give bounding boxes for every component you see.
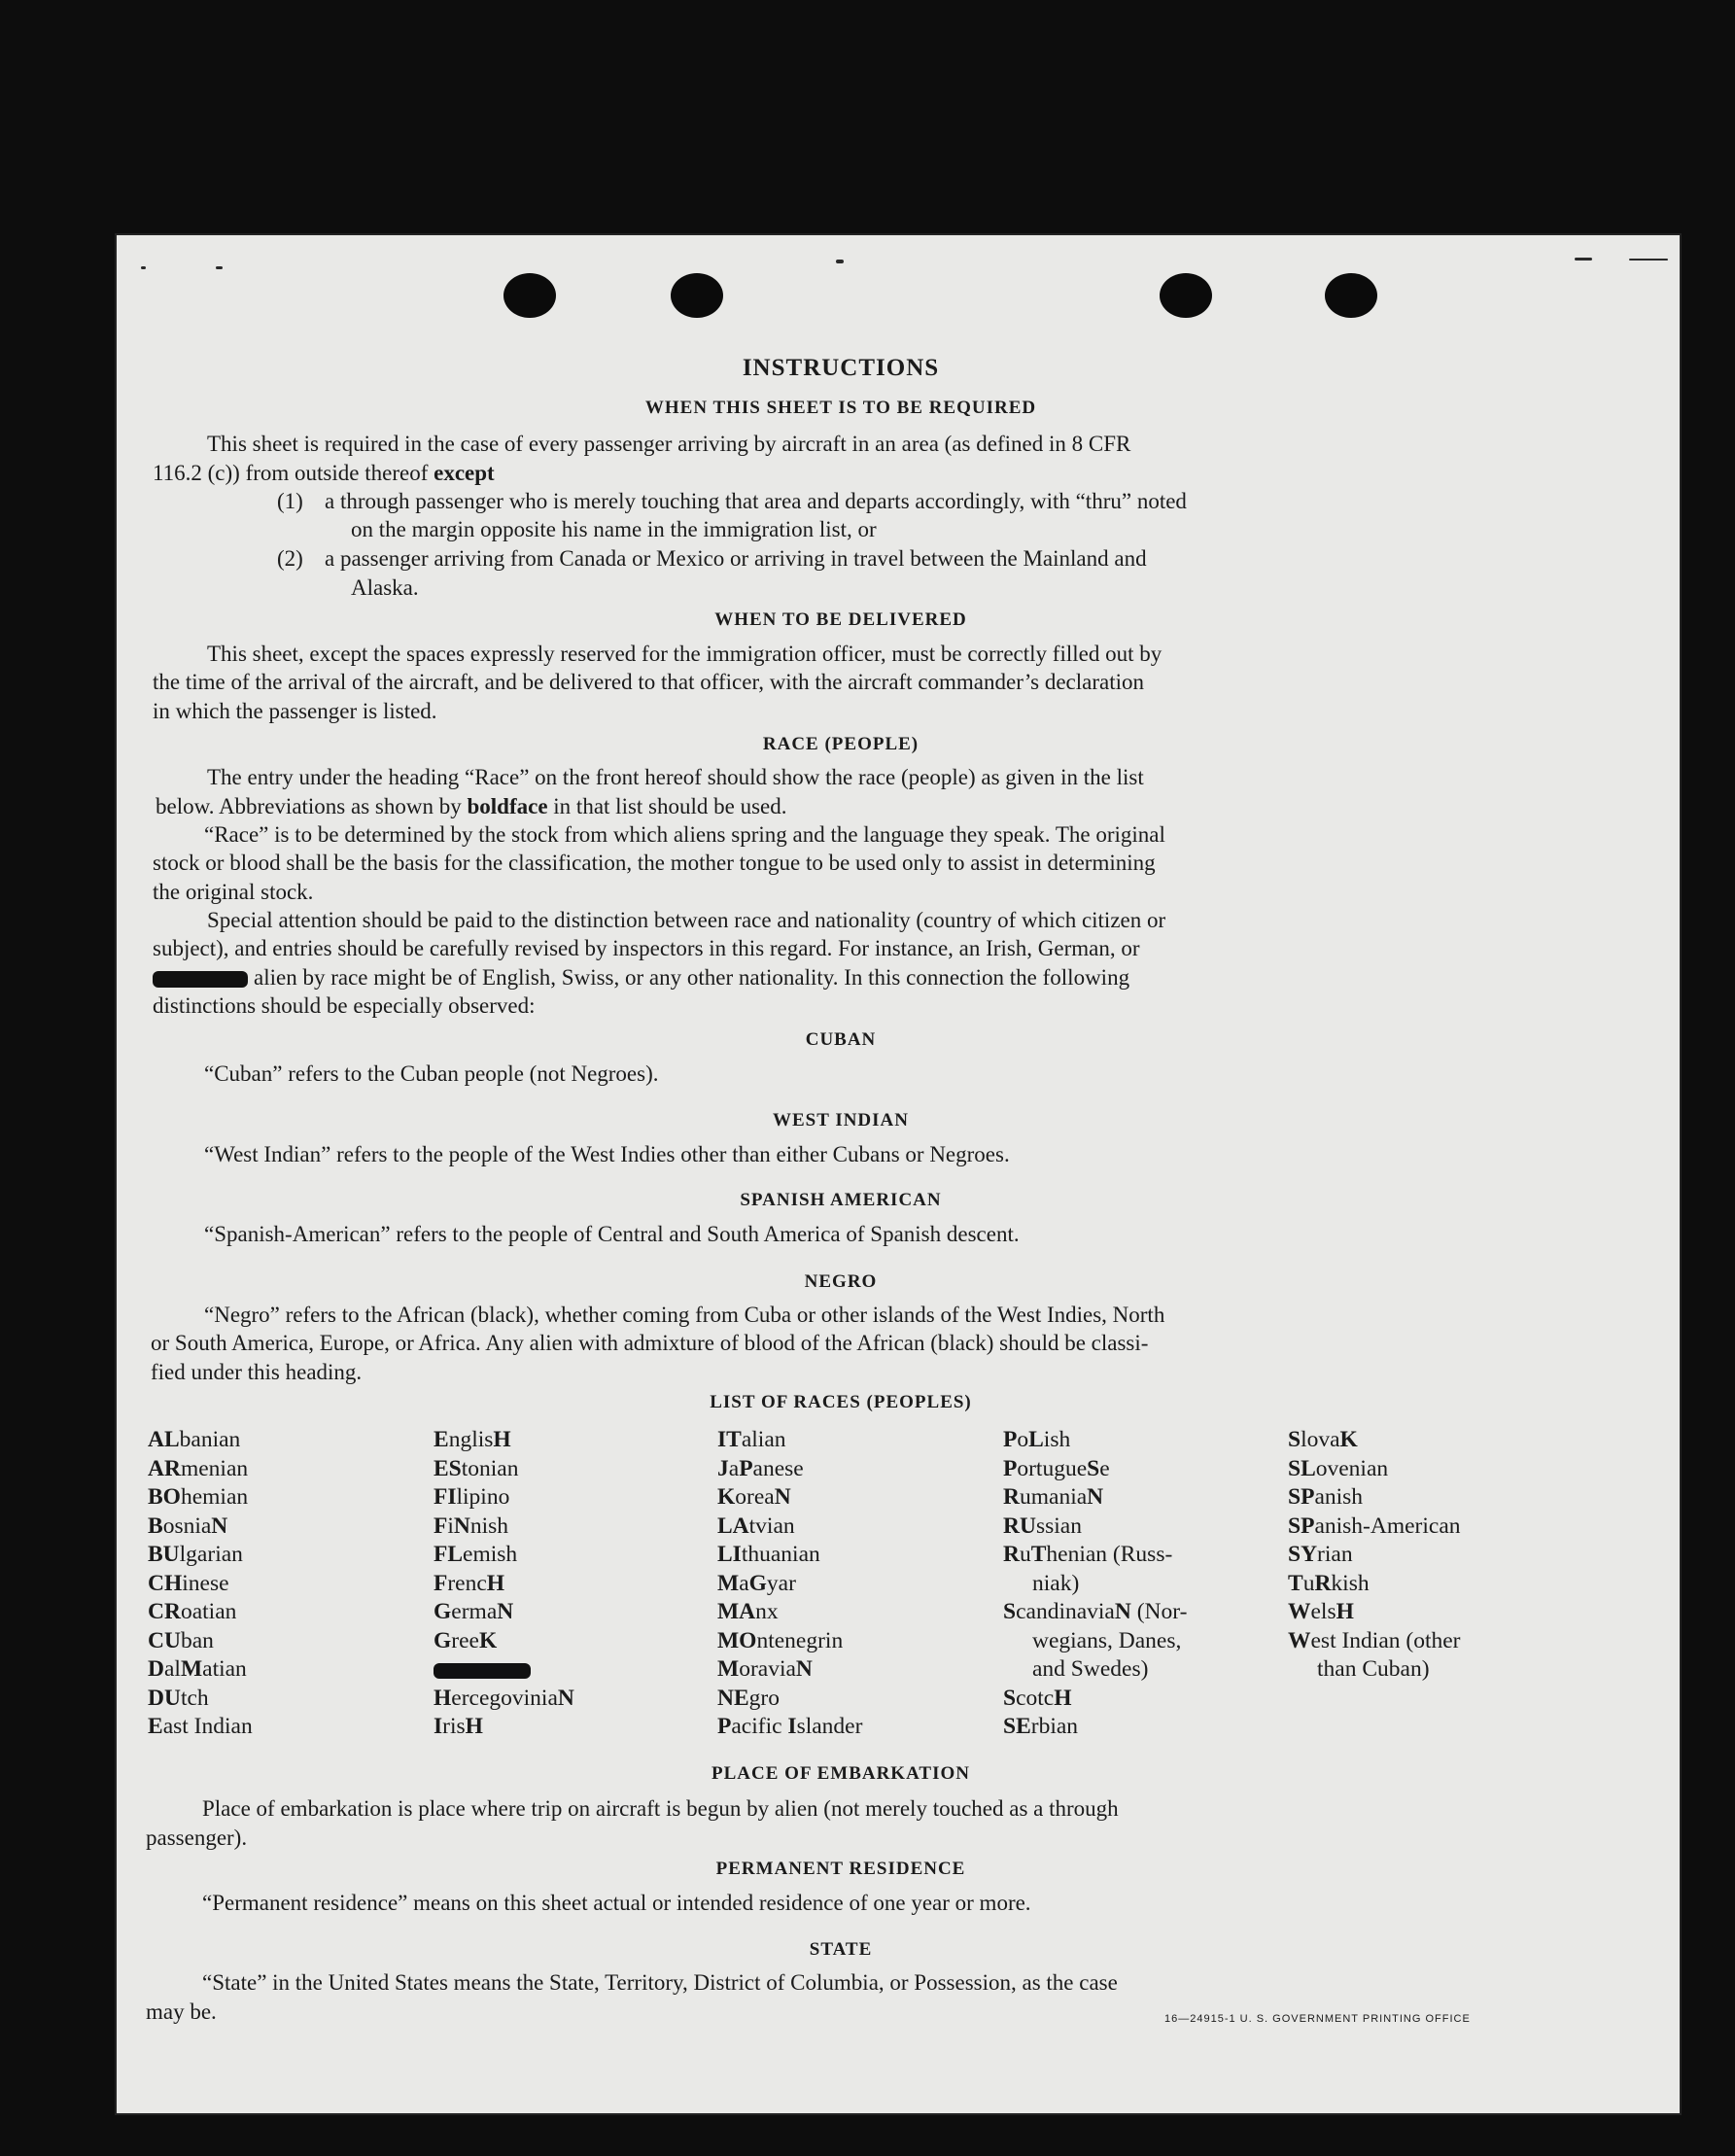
heading-negro: NEGRO (804, 1271, 878, 1292)
redaction-mark (153, 971, 248, 988)
delivered-line-3: in which the passenger is listed. (153, 699, 437, 723)
required-item-2-line-1: a passenger arriving from Canada or Mexico or arriving in travel between the Mainland and (325, 546, 1147, 571)
race-list-item: MOntenegrin (717, 1627, 844, 1653)
race-list-item: FiNnish (434, 1513, 509, 1539)
race-list-item: DalMatian (148, 1656, 247, 1682)
delivered-line-2: the time of the arrival of the aircraft, and be delivered to that officer, with the aircraft commander’s declaration (153, 670, 1144, 694)
punch-hole-1 (503, 273, 556, 318)
race-list-item: Pacific Islander (717, 1714, 863, 1739)
race-list-item: GermaN (434, 1599, 514, 1624)
negro-line-3: fied under this heading. (151, 1360, 363, 1384)
race-list-item: SPanish-American (1288, 1513, 1461, 1539)
scan-speck (1575, 258, 1592, 261)
race-column-5 (1288, 1426, 1461, 1685)
race-list-item: HercegoviniaN (434, 1685, 574, 1711)
race-column-4 (1003, 1426, 1187, 1742)
heading-embarkation: PLACE OF EMBARKATION (711, 1763, 970, 1784)
race-list-item: KoreaN (717, 1484, 791, 1510)
heading-residence: PERMANENT RESIDENCE (715, 1859, 966, 1879)
race-list-item: SErbian (1003, 1714, 1079, 1739)
scan-speck (1629, 259, 1668, 261)
race-list-item: TuRkish (1288, 1570, 1370, 1596)
race-p1-line-2: below. Abbreviations as shown by boldface in that list should be used. (156, 794, 787, 818)
redaction-mark (434, 1663, 531, 1679)
cuban-text: “Cuban” refers to the Cuban people (not Negroes). (204, 1061, 659, 1086)
race-p1-line-1: The entry under the heading “Race” on the front hereof should show the race (people) as given in the list (207, 765, 1144, 789)
heading-state: STATE (809, 1939, 873, 1960)
state-line-2: may be. (146, 2000, 217, 2024)
race-list-item: DUtch (148, 1685, 209, 1711)
race-column-1 (148, 1426, 253, 1742)
race-list-item: LAtvian (717, 1513, 795, 1539)
race-list-item: East Indian (148, 1714, 253, 1739)
heading-race: RACE (PEOPLE) (762, 734, 920, 754)
race-list-item: ScandinaviaN (Nor- (1003, 1599, 1188, 1624)
race-column-3 (717, 1426, 862, 1742)
race-list-item: BUlgarian (148, 1542, 243, 1567)
residence-text: “Permanent residence” means on this sheet actual or intended residence of one year or more. (202, 1891, 1031, 1915)
required-item-1-num: (1) (277, 489, 303, 513)
punch-hole-4 (1325, 273, 1377, 318)
required-line-2: 116.2 (c)) from outside thereof except (153, 461, 495, 485)
heading-spanish-american: SPANISH AMERICAN (740, 1190, 942, 1210)
negro-line-1: “Negro” refers to the African (black), whether coming from Cuba or other islands of the West Indies, North (204, 1303, 1165, 1327)
race-list-item: niak) (1032, 1570, 1080, 1596)
heading-cuban: CUBAN (805, 1029, 877, 1050)
race-list-item: IrisH (434, 1714, 483, 1739)
printing-office-code: 16—24915-1 U. S. GOVERNMENT PRINTING OFFICE (1164, 2013, 1471, 2025)
race-list-item: CHinese (148, 1570, 229, 1596)
race-list-item: SLovenian (1288, 1455, 1389, 1481)
punch-hole-3 (1160, 273, 1212, 318)
required-item-2-line-2: Alaska. (351, 575, 419, 600)
state-line-1: “State” in the United States means the State, Territory, District of Columbia, or Possession, as the case (202, 1970, 1118, 1995)
required-item-2-num: (2) (277, 546, 303, 571)
race-list-item: WelsH (1288, 1599, 1354, 1624)
punch-hole-2 (671, 273, 723, 318)
race-list-item: LIthuanian (717, 1542, 820, 1567)
scan-speck (216, 266, 223, 269)
race-p2-line-1: “Race” is to be determined by the stock from which aliens spring and the language they speak. The original (204, 822, 1165, 847)
race-list-item: FLemish (434, 1542, 518, 1567)
delivered-line-1: This sheet, except the spaces expressly reserved for the immigration officer, must be correctly filled out by (207, 642, 1162, 666)
embarkation-line-2: passenger). (146, 1826, 248, 1850)
race-list-item: MaGyar (717, 1570, 796, 1596)
race-list-item: ScotcH (1003, 1685, 1072, 1711)
race-list-item: FIlipino (434, 1484, 510, 1510)
race-p3-line-2: subject), and entries should be carefully revised by inspectors in this regard. For instance, an Irish, German, or (153, 936, 1140, 960)
heading-west-indian: WEST INDIAN (773, 1110, 909, 1130)
required-item-1-line-1: a through passenger who is merely touching that area and departs accordingly, with “thru” noted (325, 489, 1187, 513)
race-list-item: EnglisH (434, 1427, 511, 1452)
race-list-item: than Cuban) (1317, 1656, 1430, 1682)
race-list-item: RumaniaN (1003, 1484, 1104, 1510)
race-list-item: PortugueSe (1003, 1455, 1110, 1481)
race-list-item: MoraviaN (717, 1656, 813, 1682)
race-p2-line-3: the original stock. (153, 880, 314, 904)
race-list-item: CUban (148, 1627, 214, 1653)
heading-delivered: WHEN TO BE DELIVERED (714, 609, 967, 630)
page-title: INSTRUCTIONS (742, 355, 940, 381)
embarkation-line-1: Place of embarkation is place where trip on aircraft is begun by alien (not merely touched as a through (202, 1796, 1119, 1821)
race-list-item: and Swedes) (1032, 1656, 1149, 1682)
scan-speck (141, 266, 146, 269)
race-list-item: RUssian (1003, 1513, 1082, 1539)
race-list-item (434, 1655, 574, 1685)
race-list-item: JaPanese (717, 1455, 804, 1481)
race-list-item: BOhemian (148, 1484, 249, 1510)
race-list-item: wegians, Danes, (1032, 1627, 1182, 1653)
race-list-item: SPanish (1288, 1484, 1364, 1510)
race-list-item: CRoatian (148, 1599, 237, 1624)
race-list-item: NEgro (717, 1685, 780, 1711)
race-p2-line-2: stock or blood shall be the basis for the classification, the mother tongue to be used only to assist in determining (153, 851, 1156, 875)
race-list-item: SYrian (1288, 1542, 1353, 1567)
race-list-item: RuThenian (Russ- (1003, 1542, 1173, 1567)
race-p3-line-3: alien by race might be of English, Swiss, or any other nationality. In this connection the following (153, 965, 1129, 991)
race-list-item: PoLish (1003, 1427, 1071, 1452)
spanish-american-text: “Spanish-American” refers to the people of Central and South America of Spanish descent. (204, 1222, 1020, 1246)
race-column-2 (434, 1426, 574, 1742)
required-line-1: This sheet is required in the case of every passenger arriving by aircraft in an area (as defined in 8 CFR (207, 432, 1131, 456)
race-p3-line-4: distinctions should be especially observed: (153, 993, 536, 1018)
race-list-item: ITalian (717, 1427, 786, 1452)
scan-speck (836, 260, 844, 263)
west-indian-text: “West Indian” refers to the people of the West Indies other than either Cubans or Negroes. (204, 1142, 1010, 1166)
race-list-item: ALbanian (148, 1427, 241, 1452)
race-list-item: GreeK (434, 1627, 498, 1653)
race-list-item: SlovaK (1288, 1427, 1358, 1452)
race-list-item: FrencH (434, 1570, 505, 1596)
race-p3-line-1: Special attention should be paid to the distinction between race and nationality (country of which citizen or (207, 908, 1166, 932)
race-list-item: BosniaN (148, 1513, 228, 1539)
negro-line-2: or South America, Europe, or Africa. Any alien with admixture of blood of the African (black) should be classi- (151, 1331, 1149, 1355)
heading-required: WHEN THIS SHEET IS TO BE REQUIRED (644, 398, 1037, 418)
heading-list-of-races: LIST OF RACES (PEOPLES) (710, 1392, 972, 1412)
required-item-1-line-2: on the margin opposite his name in the immigration list, or (351, 517, 877, 541)
race-list-item: MAnx (717, 1599, 779, 1624)
race-list-item: West Indian (other (1288, 1627, 1461, 1653)
race-list-item: ARmenian (148, 1455, 249, 1481)
race-list-item: EStonian (434, 1455, 519, 1481)
